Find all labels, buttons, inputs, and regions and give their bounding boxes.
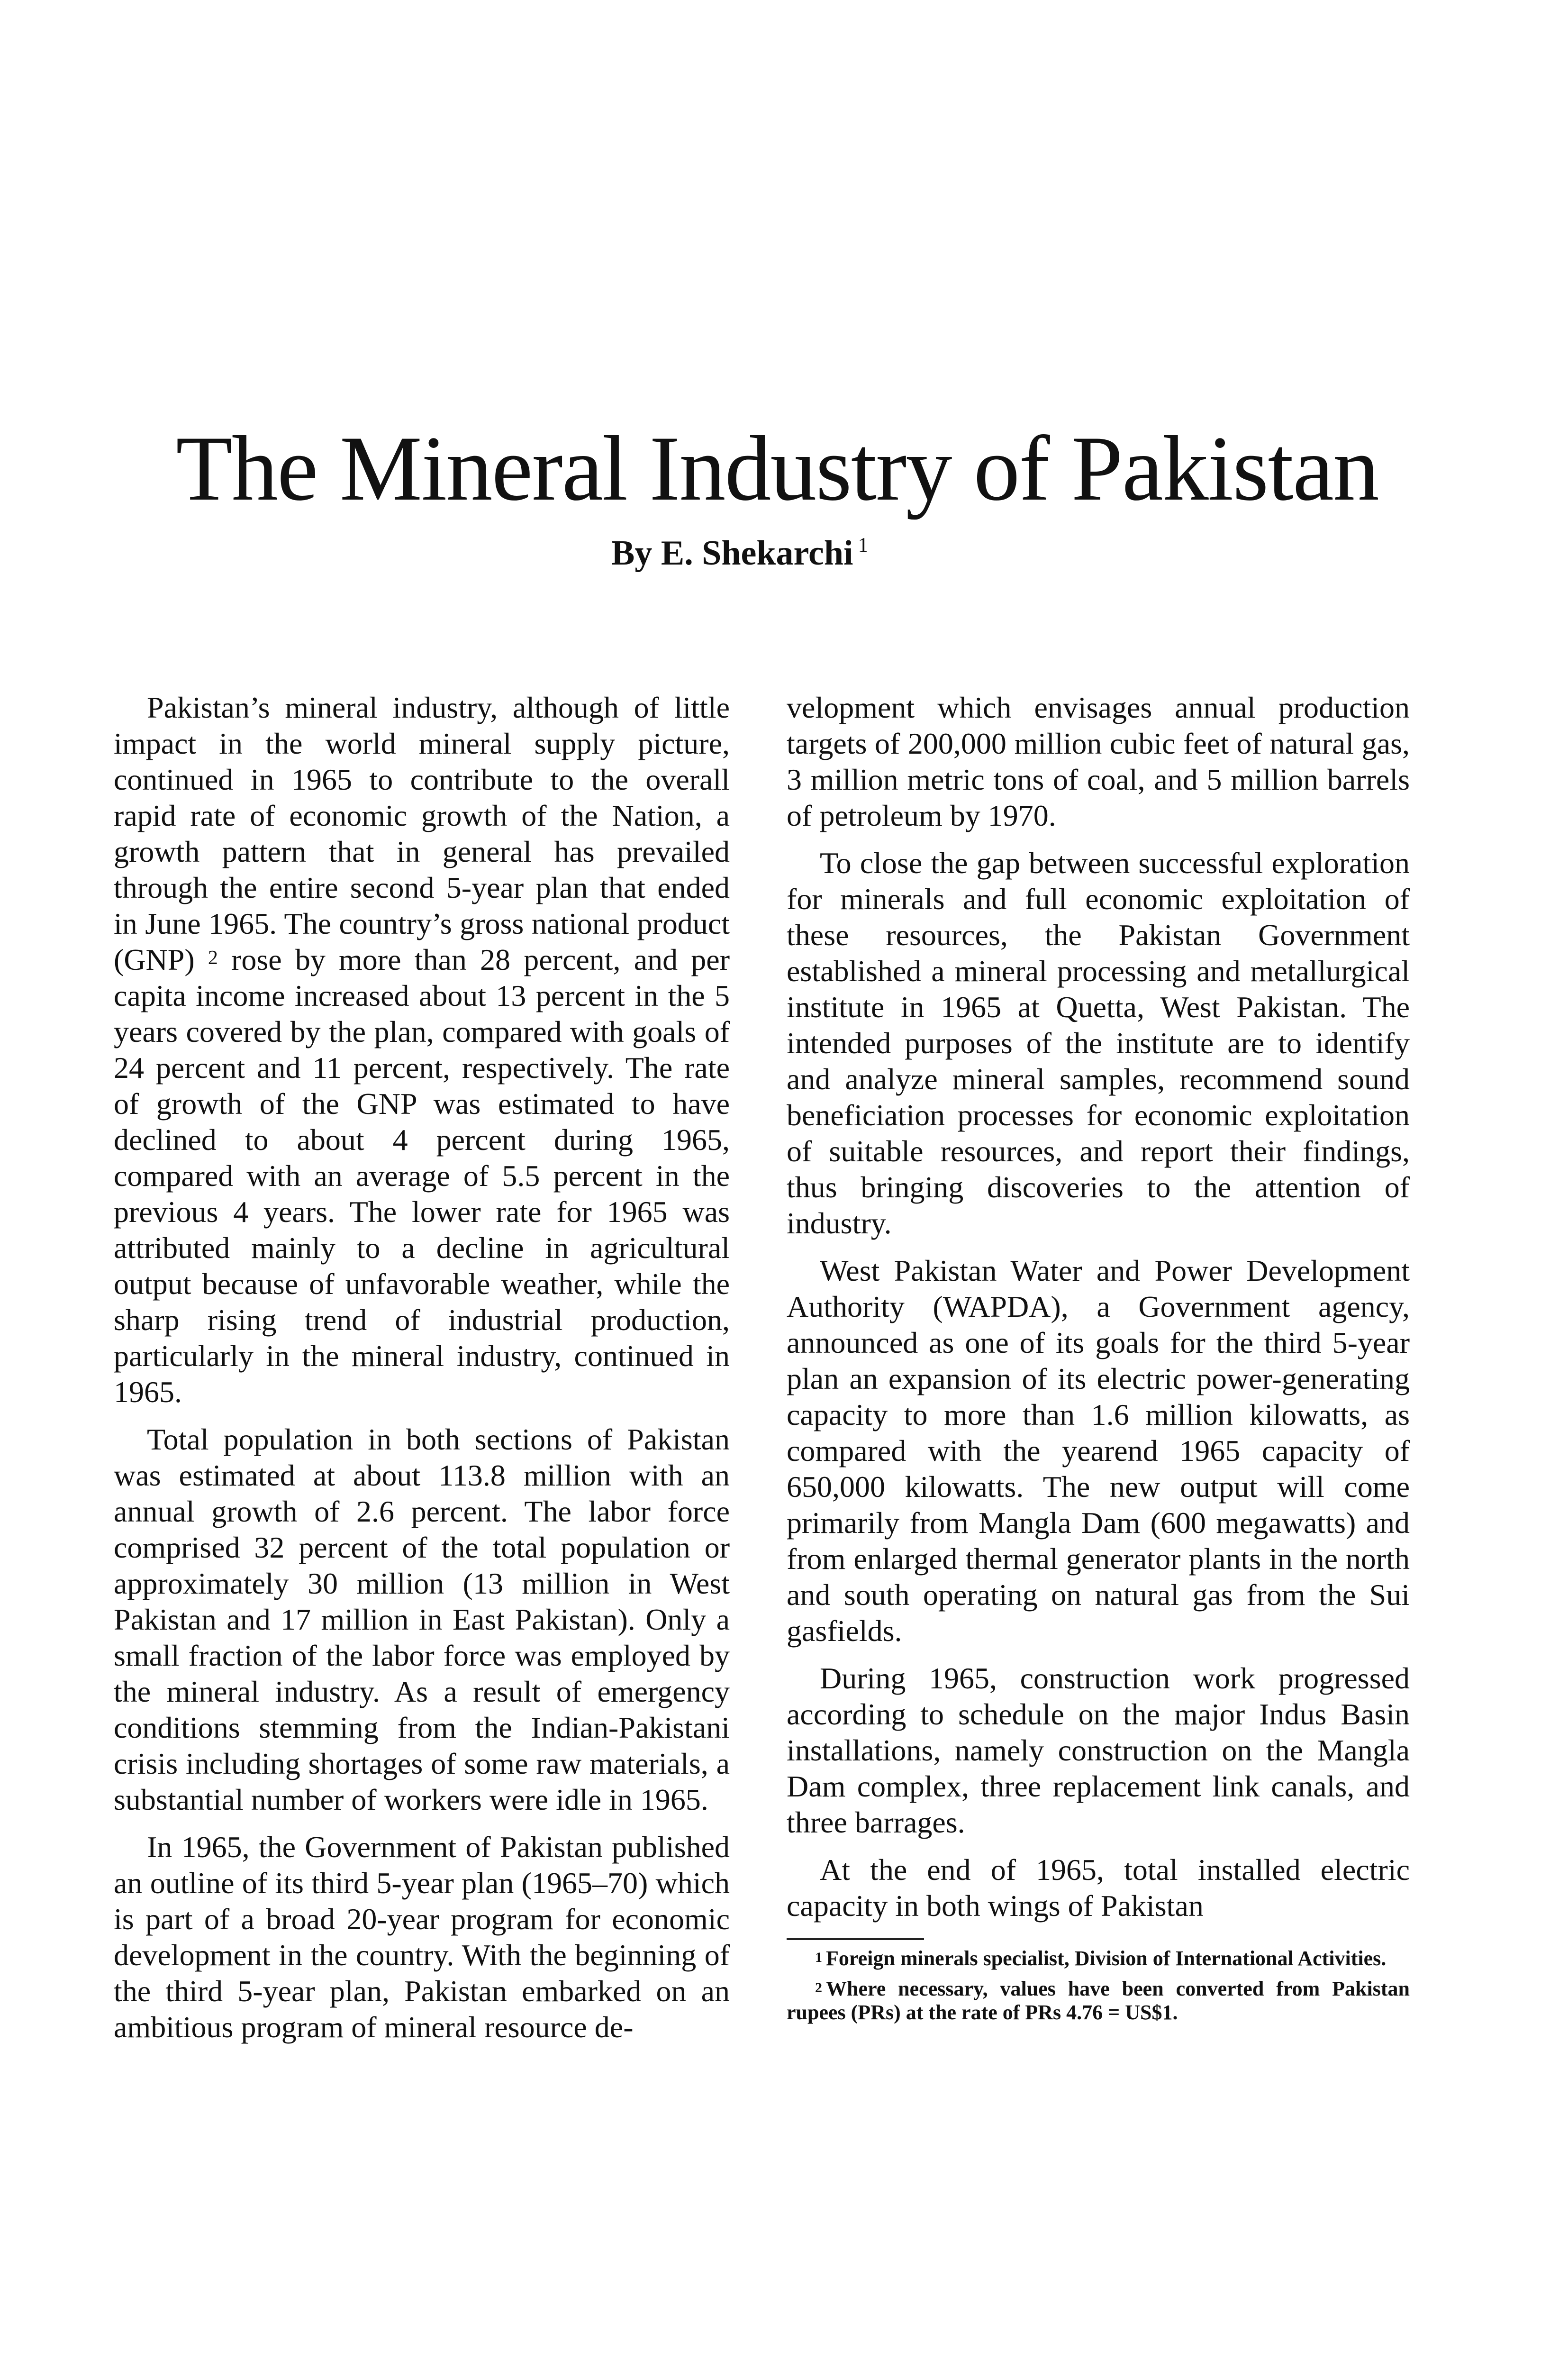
right-column xyxy=(787,690,1410,2031)
paragraph-production-targets: velopment which envisages annual production targets of 200,000 million cubic feet of natural gas, 3 million metric tons of coal, and 5 million barrels of petroleum by 1970. xyxy=(787,691,1410,832)
paragraph-third-plan: In 1965, the Government of Pakistan published an outline of its third 5-year plan (1965–70) which is part of a broad 20-year program for economic development in the country. With the beginning of the third 5-year plan, Pakistan embarked on an ambitious program of mineral resource de- xyxy=(114,1830,730,2044)
paragraph-gnp xyxy=(114,690,730,1410)
footnote-divider xyxy=(787,1938,924,1940)
footnote-1-marker: 1 xyxy=(815,1950,822,1965)
paragraph-institute: To close the gap between successful exploration for minerals and full economic exploitation of these resources, the Pakistan Government established a mineral processing and metallurgical institute in 1965 at Quetta, West Pakistan. The intended purposes of the institute are to identify and analyze mineral samples, recommend sound beneficiation processes for economic exploitation of suitable resources, and report their findings, thus bringing discoveries to the attention of industry. xyxy=(787,846,1410,1240)
author-footnote-marker: 1 xyxy=(858,533,869,556)
footnote-1-text: Foreign minerals specialist, Division of International Activities. xyxy=(826,1947,1387,1970)
paragraph-electric-capacity: At the end of 1965, total installed electric capacity in both wings of Pakistan xyxy=(787,1853,1410,1923)
paragraph-wapda: West Pakistan Water and Power Development Authority (WAPDA), a Government agency, announced as one of its goals for the third 5-year plan an expansion of its electric power-generating capacity to more than 1.6 million kilowatts, as compared with the yearend 1965 capacity of 650,000 kilowatts. The new output will come primarily from Mangla Dam (600 megawatts) and from enlarged thermal generator plants in the north and south operating on natural gas from the Sui gasfields. xyxy=(787,1254,1410,1648)
footnote-2 xyxy=(787,1977,1410,2024)
footnote-1 xyxy=(787,1947,1410,1970)
paragraph-gnp-text-before: Pakistan’s mineral industry, although of little impact in the world mineral supply picture, continued in 1965 to contribute to the overall rapid rate of economic growth of the Nation, a growth pattern that in general has prevailed through the entire second 5-year plan that ended in June 1965. The country’s gross national product (GNP) xyxy=(114,691,730,976)
paragraph-gnp-text-after: rose by more than 28 percent, and per capita income increased about 13 percent in the 5 years covered by the plan, compared with goals of 24 percent and 11 percent, respectively. The rate of growth of the GNP was estimated to have declined to about 4 percent during 1965, compared with an average of 5.5 percent in the previous 4 years. The lower rate for 1965 was attributed mainly to a decline in agricultural output because of unfavorable weather, while the sharp rising trend of industrial production, particularly in the mineral industry, continued in 1965. xyxy=(114,943,730,1409)
page-title: The Mineral Industry of Pakistan xyxy=(176,417,1378,520)
footnote-2-text: Where necessary, values have been converted from Pakistan rupees (PRs) at the rate of PRs 4.76 = US$1. xyxy=(787,1977,1410,2024)
byline xyxy=(611,533,869,573)
gnp-footnote-marker: 2 xyxy=(208,947,218,969)
author-name: By E. Shekarchi xyxy=(611,534,853,573)
footnote-2-marker: 2 xyxy=(815,1980,822,1996)
paragraph-indus-basin: During 1965, construction work progressed according to schedule on the major Indus Basin installations, namely construction on the Mangla Dam complex, three replacement link canals, and three barrages. xyxy=(787,1661,1410,1839)
left-column xyxy=(114,690,730,2057)
paragraph-population: Total population in both sections of Pakistan was estimated at about 113.8 million with an annual growth of 2.6 percent. The labor force comprised 32 percent of the total population or approximately 30 million (13 million in West Pakistan and 17 million in East Pakistan). Only a small fraction of the labor force was employed by the mineral industry. As a result of emergency conditions stemming from the Indian-Pakistani crisis including shortages of some raw materials, a substantial number of workers were idle in 1965. xyxy=(114,1422,730,1816)
